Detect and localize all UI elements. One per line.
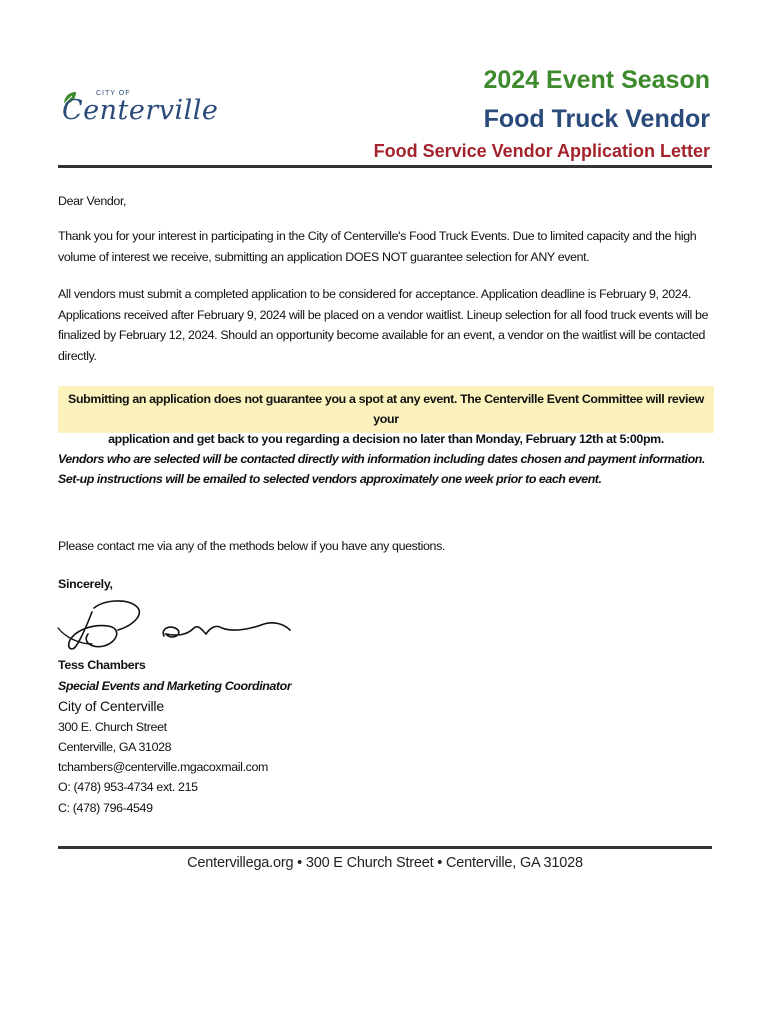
handwritten-signature [52, 578, 302, 658]
signatory-email[interactable]: tchambers@centerville.mgacoxmail.com [58, 760, 269, 774]
event-season-title: 2024 Event Season [483, 66, 710, 94]
selection-notes [58, 449, 714, 489]
note-line-1: Vendors who are selected will be contacted directly with information including dates chosen and payment information. [58, 452, 705, 466]
logo-city-name: Centerville [62, 95, 219, 126]
highlight-line-1: Submitting an application does not guarantee you a spot at any event. The Centerville Event Committee will review your [68, 392, 704, 426]
closing: Sincerely, [58, 577, 113, 591]
footer-contact: Centervillega.org • 300 E Church Street • Centerville, GA 31028 [187, 855, 583, 871]
city-logo [58, 84, 219, 134]
signatory-cell-phone: C: (478) 796-4549 [58, 801, 153, 815]
signatory-organization: City of Centerville [58, 698, 164, 714]
note-line-2: Set-up instructions will be emailed to selected vendors approximately one week prior to each event. [58, 472, 602, 486]
intro-paragraph: Thank you for your interest in participating in the City of Centerville's Food Truck Events. Due to limited capacity and the high volume of interest we receive, submitting an application DOES NOT guarantee selection for ANY event. [58, 229, 697, 264]
contact-line: Please contact me via any of the methods below if you have any questions. [58, 539, 446, 553]
logo-city-of: CITY OF [96, 90, 131, 97]
signatory-office-phone: O: (478) 953-4734 ext. 215 [58, 780, 198, 794]
greeting: Dear Vendor, [58, 194, 127, 208]
application-letter-subtitle: Food Service Vendor Application Letter [373, 141, 710, 161]
footer-divider [58, 846, 712, 849]
signatory-name: Tess Chambers [58, 658, 146, 672]
highlight-line-2: application and get back to you regarding a decision no later than Monday, February 12th at 5:00pm. [108, 432, 664, 446]
food-truck-vendor-title: Food Truck Vendor [483, 105, 710, 133]
deadline-paragraph: All vendors must submit a completed application to be considered for acceptance. Application deadline is February 9, 2024. Applications received after February 9, 2024 will be placed on a vendor waitlist. Lineup selection for all food truck events will be finalized by February 12, 2024. Should an opportunity become available for an event, a vendor on the waitlist will be contacted directly. [58, 287, 709, 363]
highlight-notice-text [58, 389, 714, 449]
signatory-title: Special Events and Marketing Coordinator [58, 679, 292, 693]
signatory-address-street: 300 E. Church Street [58, 720, 167, 734]
signatory-address-city: Centerville, GA 31028 [58, 740, 172, 754]
header-divider [58, 165, 712, 168]
highlight-notice [58, 386, 714, 446]
